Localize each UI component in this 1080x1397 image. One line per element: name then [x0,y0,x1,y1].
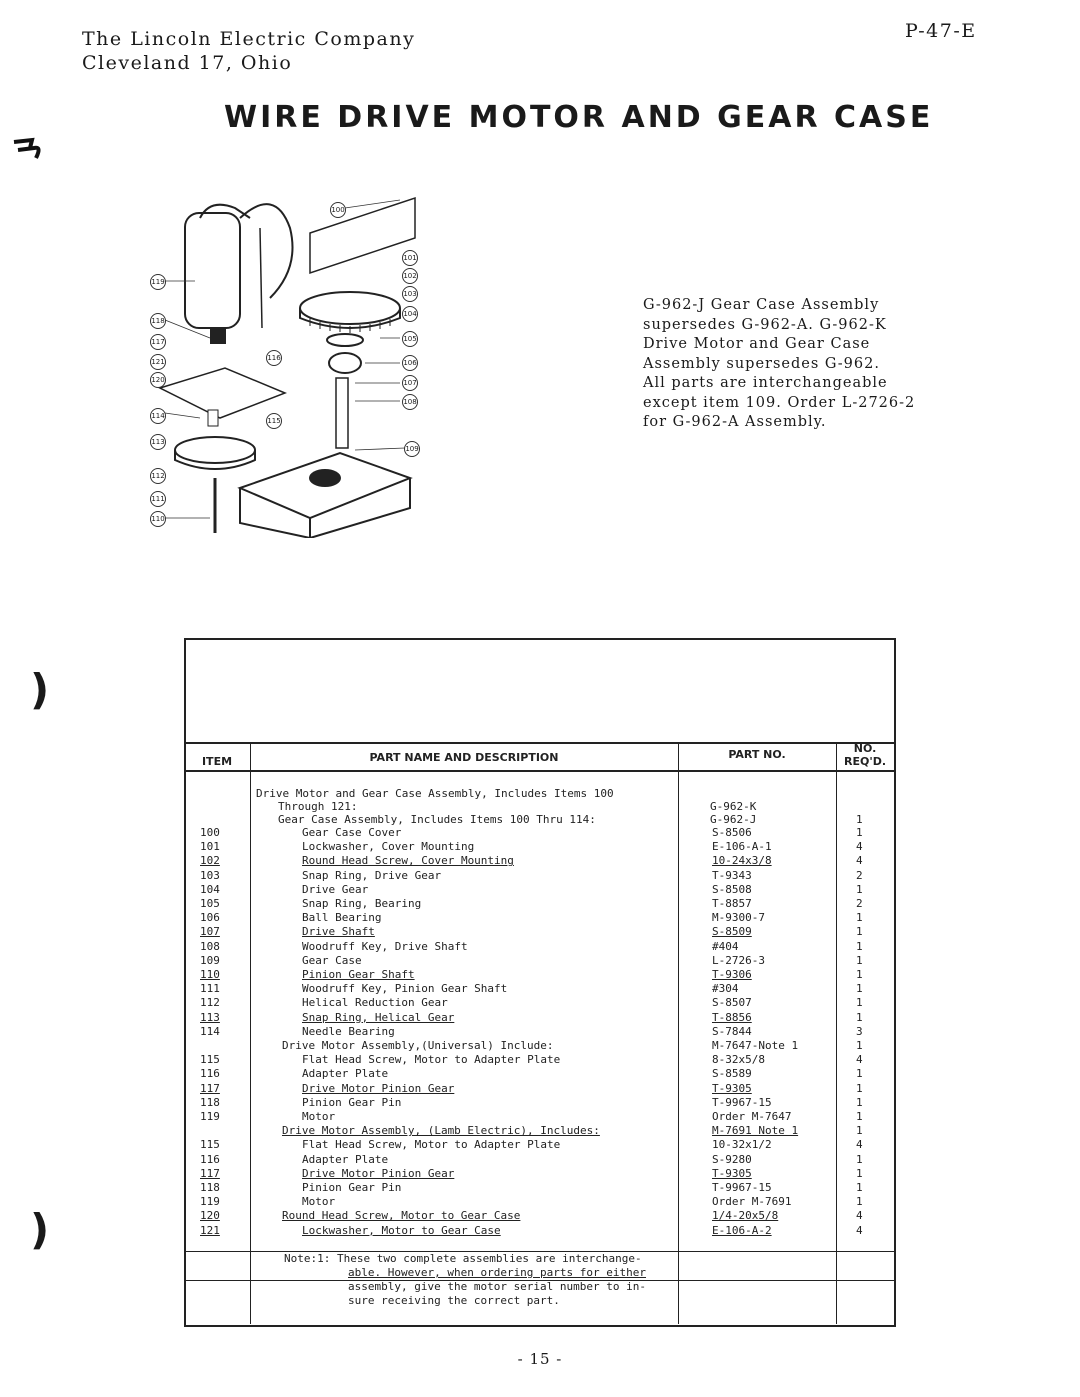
note-line: except item 109. Order L-2726-2 [643,394,916,411]
row-desc: Drive Gear [302,882,369,896]
row-item: 121 [200,1223,220,1237]
page-number: - 15 - [517,1350,563,1368]
row-desc: Snap Ring, Helical Gear [302,1010,455,1024]
row-part: S-7844 [712,1024,752,1038]
col-header-item: ITEM [201,755,233,768]
binding-hole-mark: ) [30,665,50,714]
row-part: S-8506 [712,826,752,839]
row-desc: Round Head Screw, Motor to Gear Case [282,1209,521,1223]
row-desc: Motor [302,1195,336,1209]
row-part: T-9306 [712,968,752,981]
callout-106: 106 [402,355,418,371]
page-code: P-47-E [905,20,977,42]
row-req: 3 [856,1024,863,1038]
row-part: Order M-7647 [712,1110,792,1123]
row-item: 111 [200,982,220,996]
row-item: 118 [200,1181,220,1194]
row-req: 1 [856,1195,863,1209]
row-part: S-8509 [712,925,752,939]
row-item: 115 [200,1053,220,1067]
row-req: 1 [856,826,863,839]
row-desc: Snap Ring, Bearing [302,897,422,910]
binding-hole-mark: ) [30,1205,50,1254]
row-desc: Woodruff Key, Pinion Gear Shaft [302,982,508,996]
row-req: 4 [856,840,863,854]
row-part: G-962-K [710,800,757,813]
row-req: 1 [856,1152,863,1166]
row-item: 116 [200,1152,220,1166]
row-item: 104 [200,882,220,896]
row-part: 1/4-20x5/8 [712,1209,779,1223]
row-desc: Round Head Screw, Cover Mounting [302,854,514,868]
row-req: 1 [856,982,863,996]
callout-113: 113 [150,434,166,450]
row-req: 1 [856,813,863,826]
row-req: 2 [856,868,863,882]
row-req: 4 [856,1209,863,1223]
row-desc: Adapter Plate [302,1067,389,1081]
row-req: 1 [856,1010,863,1024]
row-part: T-8856 [712,1010,752,1024]
row-req: 1 [856,953,863,967]
row-desc: Drive Motor Assembly,(Universal) Include: [282,1039,554,1052]
callout-119: 119 [150,274,166,290]
row-desc: Ball Bearing [302,911,382,925]
callout-104: 104 [402,306,418,322]
row-desc: Drive Motor Pinion Gear [302,1166,455,1180]
row-part: T-9967-15 [712,1181,772,1194]
row-desc: Pinion Gear Shaft [302,968,415,981]
row-part: M-7691 Note 1 [712,1124,799,1138]
company-city: Cleveland 17, Ohio [82,52,293,74]
row-req: 1 [856,1110,863,1123]
row-part: L-2726-3 [712,953,765,967]
row-part: T-9343 [712,868,752,882]
row-item: 106 [200,911,220,925]
row-desc: Drive Motor and Gear Case Assembly, Includes Items 100 [256,787,614,800]
row-item: 114 [200,1024,220,1038]
callout-110: 110 [150,511,166,527]
callout-117: 117 [150,334,166,350]
col-header-description: PART NAME AND DESCRIPTION [369,751,559,764]
row-desc: Adapter Plate [302,1152,389,1166]
page-title: WIRE DRIVE MOTOR AND GEAR CASE [224,100,934,135]
row-part: G-962-J [710,813,757,826]
callout-100: 100 [330,202,346,218]
row-req: 1 [856,1166,863,1180]
callout-102: 102 [402,268,418,284]
row-desc: Gear Case Cover [302,826,402,839]
row-desc: Drive Motor Pinion Gear [302,1081,455,1095]
row-desc: Woodruff Key, Drive Shaft [302,939,468,953]
row-item: 107 [200,925,220,939]
row-part: S-8589 [712,1067,752,1081]
row-desc: Needle Bearing [302,1024,395,1038]
row-desc: Snap Ring, Drive Gear [302,868,442,882]
callout-103: 103 [402,286,418,302]
callout-121: 121 [150,354,166,370]
row-desc: Motor [302,1110,336,1123]
row-part: T-9967-15 [712,1095,772,1109]
row-desc: Drive Shaft [302,925,375,939]
row-desc: Pinion Gear Pin [302,1095,402,1109]
row-part: S-8508 [712,882,752,896]
row-req: 1 [856,1095,863,1109]
row-part: E-106-A-1 [712,840,772,854]
callout-116: 116 [266,350,282,366]
row-item: 109 [200,953,220,967]
row-part: T-8857 [712,897,752,910]
row-item: 100 [200,826,220,839]
callout-118: 118 [150,313,166,329]
callout-109: 109 [404,441,420,457]
row-req: 1 [856,1067,863,1081]
row-desc: Flat Head Screw, Motor to Adapter Plate [302,1138,561,1152]
row-desc: Lockwasher, Motor to Gear Case [302,1223,501,1237]
row-desc: Drive Motor Assembly, (Lamb Electric), Includes: [282,1124,600,1138]
row-part: 10-24x3/8 [712,854,772,868]
row-req: 4 [856,854,863,868]
callout-112: 112 [150,468,166,484]
row-req: 1 [856,996,863,1010]
col-header-part-no: PART NO. [728,748,786,761]
row-desc: Lockwasher, Cover Mounting [302,840,475,854]
callout-107: 107 [402,375,418,391]
row-req: 1 [856,925,863,939]
row-item: 120 [200,1209,220,1223]
row-item: 117 [200,1166,220,1180]
row-item: 118 [200,1095,220,1109]
row-req: 1 [856,882,863,896]
callout-108: 108 [402,394,418,410]
row-req: 4 [856,1138,863,1152]
row-part: #404 [712,939,739,953]
note-line: All parts are interchangeable [643,375,888,391]
row-part: #304 [712,982,739,996]
row-item: 116 [200,1067,220,1081]
row-part: M-7647-Note 1 [712,1039,799,1052]
note-line: Drive Motor and Gear Case [643,336,871,352]
row-item: 103 [200,868,220,882]
row-part: T-9305 [712,1166,752,1180]
row-item: 119 [200,1195,220,1209]
row-item: 102 [200,854,220,868]
row-part: E-106-A-2 [712,1223,772,1237]
row-req: 4 [856,1053,863,1067]
row-item: 117 [200,1081,220,1095]
row-item: 113 [200,1010,220,1024]
note-line: for G-962-A Assembly. [643,414,827,430]
row-desc: Gear Case [302,953,362,967]
row-req: 1 [856,1039,863,1052]
row-req: 2 [856,897,863,910]
note-line: G-962-J Gear Case Assembly [643,297,880,313]
row-req: 1 [856,1081,863,1095]
row-part: T-9305 [712,1081,752,1095]
callout-105: 105 [402,331,418,347]
row-item: 105 [200,897,220,910]
row-req: 1 [856,939,863,953]
row-req: 1 [856,968,863,981]
callout-120: 120 [150,372,166,388]
row-desc: Helical Reduction Gear [302,996,448,1010]
row-req: 1 [856,911,863,925]
row-item: 108 [200,939,220,953]
row-req: 1 [856,1124,863,1138]
table-note-line: Note:1: These two complete assemblies are interchange- [284,1252,642,1265]
row-desc: Pinion Gear Pin [302,1181,402,1194]
table-note-line: sure receiving the correct part. [348,1294,560,1307]
row-req: 1 [856,1181,863,1194]
note-line: Assembly supersedes G-962. [643,355,880,372]
callout-114: 114 [150,408,166,424]
callout-101: 101 [402,250,418,266]
row-item: 119 [200,1110,220,1123]
row-part: Order M-7691 [712,1195,792,1209]
row-req: 4 [856,1223,863,1237]
row-item: 101 [200,840,220,854]
row-part: S-9280 [712,1152,752,1166]
callout-115: 115 [266,413,282,429]
col-header-req: NO. REQ'D. [843,742,886,768]
row-item: 110 [200,968,220,981]
row-item: 112 [200,996,220,1010]
table-note-line: able. However, when ordering parts for either [348,1266,647,1279]
company-name: The Lincoln Electric Company [82,28,416,50]
note-line: supersedes G-962-A. G-962-K [643,316,887,333]
row-desc: Through 121: [278,800,358,813]
table-note-line: assembly, give the motor serial number to in- [348,1280,647,1293]
callout-111: 111 [150,491,166,507]
row-part: 10-32x1/2 [712,1138,772,1152]
row-item: 115 [200,1138,220,1152]
row-desc: Gear Case Assembly, Includes Items 100 Thru 114: [278,813,596,826]
row-part: 8-32x5/8 [712,1053,765,1067]
row-part: M-9300-7 [712,911,765,925]
row-part: S-8507 [712,996,752,1010]
row-desc: Flat Head Screw, Motor to Adapter Plate [302,1053,561,1067]
